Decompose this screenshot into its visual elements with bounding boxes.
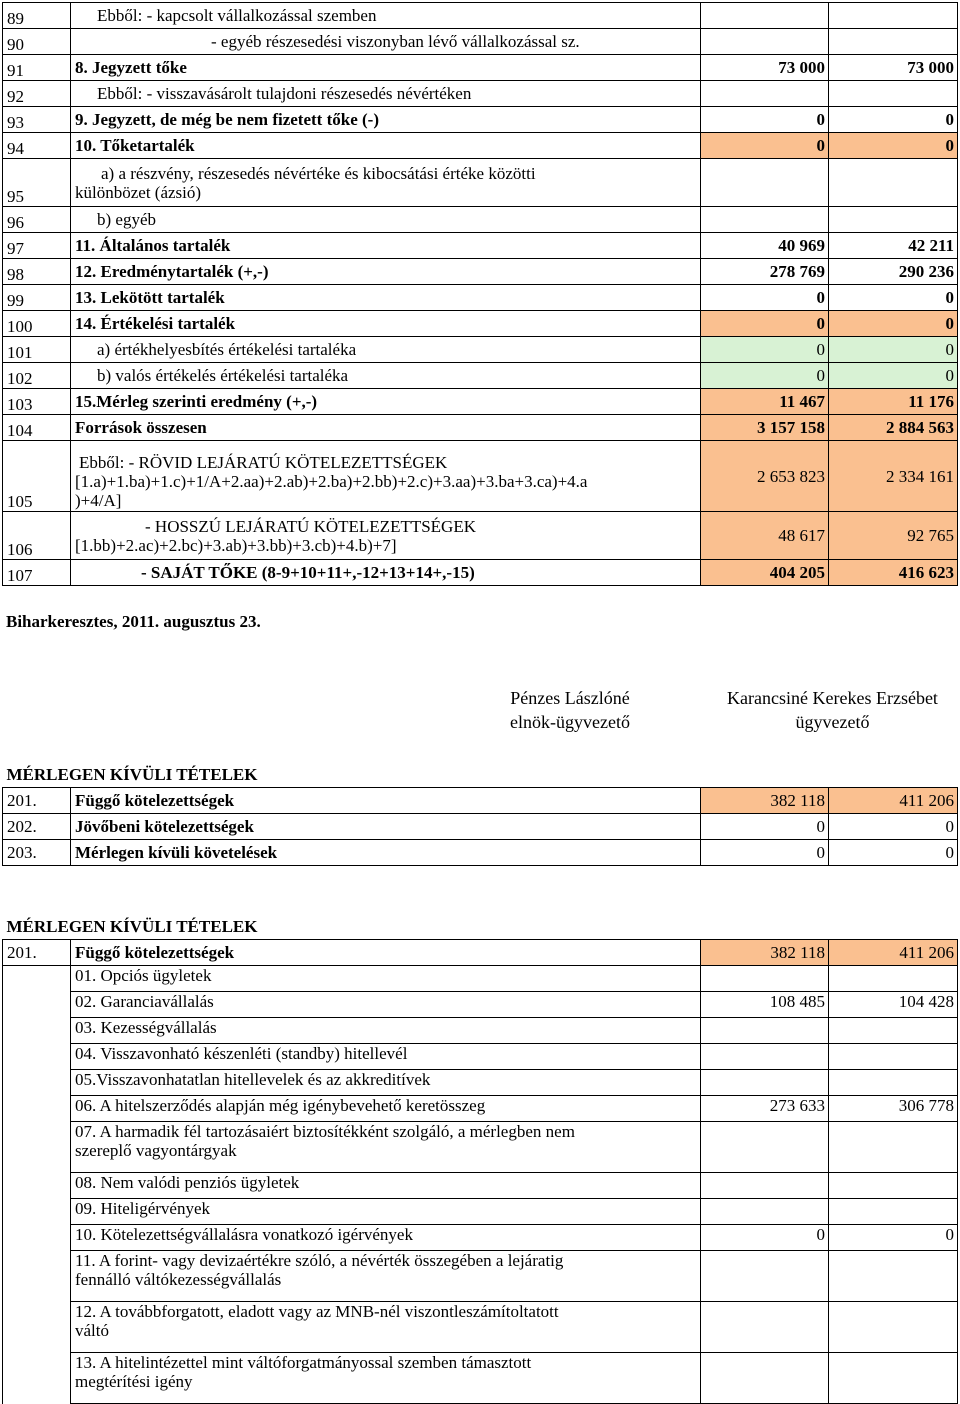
row-number: 104 bbox=[3, 415, 71, 441]
row-label bbox=[71, 992, 701, 1018]
value-prev-year bbox=[701, 1122, 829, 1173]
value-prev-year: 273 633 bbox=[701, 1096, 829, 1122]
row-label: 10. Tőketartalék bbox=[71, 133, 701, 159]
value-current-year: 411 206 bbox=[829, 788, 958, 814]
row-number: 99 bbox=[3, 285, 71, 311]
row-label: Ebből: - kapcsolt vállalkozással szemben bbox=[71, 3, 701, 29]
row-label: 12. Eredménytartalék (+,-) bbox=[71, 259, 701, 285]
signature-chair bbox=[470, 686, 670, 734]
row-label bbox=[71, 1199, 701, 1225]
value-current-year: 0 bbox=[829, 1225, 958, 1251]
value-prev-year: 278 769 bbox=[701, 259, 829, 285]
table-row bbox=[3, 337, 958, 363]
section-heading: MÉRLEGEN KÍVÜLI TÉTELEK bbox=[3, 762, 958, 788]
row-number-empty bbox=[3, 1044, 71, 1070]
table-row bbox=[3, 1199, 958, 1225]
value-prev-year: 0 bbox=[701, 814, 829, 840]
value-current-year bbox=[829, 1122, 958, 1173]
row-number: 96 bbox=[3, 207, 71, 233]
section-heading: MÉRLEGEN KÍVÜLI TÉTELEK bbox=[3, 914, 958, 940]
row-label: 9. Jegyzett, de még be nem fizetett tőke (-) bbox=[71, 107, 701, 133]
row-number: 202. bbox=[3, 814, 71, 840]
row-number-empty bbox=[3, 1251, 71, 1302]
row-label-line: különbözet (ázsió) bbox=[75, 182, 202, 202]
row-label: Források összesen bbox=[71, 415, 701, 441]
row-label: 14. Értékelési tartalék bbox=[71, 311, 701, 337]
table-row bbox=[3, 389, 958, 415]
row-label-line: 07. A harmadik fél tartozásaiért biztosítékként szolgáló, a mérlegben nem bbox=[75, 1122, 575, 1141]
row-label-line: 11. A forint- vagy devizaértékre szóló, a névérték összegében a lejáratig bbox=[75, 1251, 564, 1270]
value-current-year bbox=[829, 81, 958, 107]
row-label bbox=[71, 159, 701, 207]
row-label-line: fennálló váltókezességvállalás bbox=[75, 1270, 282, 1289]
row-number: 97 bbox=[3, 233, 71, 259]
value-prev-year bbox=[701, 1199, 829, 1225]
value-current-year: 0 bbox=[829, 363, 958, 389]
table-row bbox=[3, 1251, 958, 1302]
row-label: Függő kötelezettségek bbox=[71, 788, 701, 814]
row-label: - SAJÁT TŐKE (8-9+10+11+,-12+13+14+,-15) bbox=[71, 560, 701, 586]
row-label-line: 02. Garanciavállalás bbox=[75, 992, 214, 1011]
row-label bbox=[71, 512, 701, 560]
value-current-year: 0 bbox=[829, 337, 958, 363]
value-prev-year bbox=[701, 966, 829, 992]
row-label bbox=[71, 1070, 701, 1096]
row-label: b) egyéb bbox=[71, 207, 701, 233]
row-number-empty bbox=[3, 1070, 71, 1096]
row-number: 93 bbox=[3, 107, 71, 133]
value-prev-year bbox=[701, 1251, 829, 1302]
table-row bbox=[3, 107, 958, 133]
value-current-year bbox=[829, 1173, 958, 1199]
row-label bbox=[71, 1018, 701, 1044]
row-label-line: 10. Kötelezettségvállalásra vonatkozó igérvények bbox=[75, 1225, 413, 1244]
value-current-year bbox=[829, 1302, 958, 1353]
value-prev-year: 382 118 bbox=[701, 940, 829, 966]
table-row bbox=[3, 788, 958, 814]
off-balance-summary-table bbox=[2, 762, 958, 866]
row-label bbox=[71, 441, 701, 512]
row-number: 90 bbox=[3, 29, 71, 55]
row-number: 100 bbox=[3, 311, 71, 337]
value-prev-year: 0 bbox=[701, 133, 829, 159]
value-prev-year bbox=[701, 3, 829, 29]
table-row bbox=[3, 1353, 958, 1404]
value-current-year bbox=[829, 159, 958, 207]
value-prev-year bbox=[701, 1018, 829, 1044]
value-current-year: 2 884 563 bbox=[829, 415, 958, 441]
value-current-year bbox=[829, 1353, 958, 1404]
value-prev-year: 40 969 bbox=[701, 233, 829, 259]
value-prev-year bbox=[701, 207, 829, 233]
row-number: 101 bbox=[3, 337, 71, 363]
table-row bbox=[3, 1122, 958, 1173]
row-number-empty bbox=[3, 1173, 71, 1199]
value-prev-year bbox=[701, 1302, 829, 1353]
value-current-year bbox=[829, 1070, 958, 1096]
value-current-year: 290 236 bbox=[829, 259, 958, 285]
value-prev-year bbox=[701, 1044, 829, 1070]
value-prev-year: 0 bbox=[701, 107, 829, 133]
table-row bbox=[3, 1070, 958, 1096]
signatory-role: ügyvezető bbox=[795, 712, 870, 732]
value-current-year: 42 211 bbox=[829, 233, 958, 259]
table-row bbox=[3, 1096, 958, 1122]
value-current-year: 104 428 bbox=[829, 992, 958, 1018]
table-row bbox=[3, 1018, 958, 1044]
value-prev-year: 0 bbox=[701, 337, 829, 363]
value-current-year: 416 623 bbox=[829, 560, 958, 586]
row-label bbox=[71, 1225, 701, 1251]
value-prev-year: 382 118 bbox=[701, 788, 829, 814]
table-row bbox=[3, 311, 958, 337]
value-prev-year bbox=[701, 1353, 829, 1404]
value-current-year bbox=[829, 3, 958, 29]
liabilities-table bbox=[2, 2, 958, 586]
table-row bbox=[3, 207, 958, 233]
row-label-line: 08. Nem valódi penziós ügyletek bbox=[75, 1173, 300, 1192]
row-number-empty bbox=[3, 1199, 71, 1225]
value-current-year bbox=[829, 1044, 958, 1070]
value-prev-year bbox=[701, 1070, 829, 1096]
row-label-line: váltó bbox=[75, 1321, 109, 1340]
value-current-year: 0 bbox=[829, 133, 958, 159]
value-prev-year: 11 467 bbox=[701, 389, 829, 415]
row-label-line: - HOSSZÚ LEJÁRATÚ KÖTELEZETTSÉGEK bbox=[145, 516, 476, 536]
row-number: 105 bbox=[3, 441, 71, 512]
value-current-year: 0 bbox=[829, 814, 958, 840]
row-label bbox=[71, 1353, 701, 1404]
table-row bbox=[3, 560, 958, 586]
table-row bbox=[3, 55, 958, 81]
value-prev-year bbox=[701, 81, 829, 107]
value-current-year bbox=[829, 29, 958, 55]
row-label: - egyéb részesedési viszonyban lévő vállalkozással sz. bbox=[71, 29, 701, 55]
row-label bbox=[71, 1251, 701, 1302]
row-label-line: 06. A hitelszerződés alapján még igénybevehető keretösszeg bbox=[75, 1096, 486, 1115]
off-balance-detail-table bbox=[2, 914, 958, 1404]
row-label: a) értékhelyesbítés értékelési tartaléka bbox=[71, 337, 701, 363]
row-label-line: )+4/A] bbox=[75, 491, 122, 510]
value-current-year: 11 176 bbox=[829, 389, 958, 415]
row-number: 91 bbox=[3, 55, 71, 81]
row-label-line: 01. Opciós ügyletek bbox=[75, 966, 212, 985]
row-label-line: 12. A továbbforgatott, eladott vagy az MNB-nél viszontleszámítoltatott bbox=[75, 1302, 559, 1321]
value-prev-year: 73 000 bbox=[701, 55, 829, 81]
row-label: Ebből: - visszavásárolt tulajdoni részesedés névértéken bbox=[71, 81, 701, 107]
row-label: Függő kötelezettségek bbox=[71, 940, 701, 966]
row-label bbox=[71, 1173, 701, 1199]
table-row bbox=[3, 285, 958, 311]
value-current-year: 0 bbox=[829, 107, 958, 133]
row-number: 95 bbox=[3, 159, 71, 207]
value-current-year bbox=[829, 1199, 958, 1225]
row-number: 102 bbox=[3, 363, 71, 389]
value-current-year: 0 bbox=[829, 311, 958, 337]
row-label bbox=[71, 966, 701, 992]
table-row bbox=[3, 840, 958, 866]
value-prev-year: 0 bbox=[701, 840, 829, 866]
value-prev-year: 0 bbox=[701, 311, 829, 337]
table-row bbox=[3, 992, 958, 1018]
value-prev-year bbox=[701, 1173, 829, 1199]
signature-manager bbox=[705, 686, 960, 734]
table-row bbox=[3, 81, 958, 107]
row-label-line: [1.a)+1.ba)+1.c)+1/A+2.aa)+2.ab)+2.ba)+2.bb)+2.c)+3.aa)+3.ba+3.ca)+4.a bbox=[75, 472, 588, 491]
row-number-empty bbox=[3, 1225, 71, 1251]
value-prev-year: 0 bbox=[701, 1225, 829, 1251]
table-row bbox=[3, 363, 958, 389]
row-label-line: 13. A hitelintézettel mint váltóforgatmányossal szemben támasztott bbox=[75, 1353, 532, 1372]
row-label bbox=[71, 1044, 701, 1070]
row-label-line: a) a részvény, részesedés névértéke és kibocsátási értéke közötti bbox=[101, 163, 536, 183]
table-row bbox=[3, 1302, 958, 1353]
row-label: 8. Jegyzett tőke bbox=[71, 55, 701, 81]
value-current-year bbox=[829, 1018, 958, 1044]
table-row bbox=[3, 233, 958, 259]
table-row bbox=[3, 159, 958, 207]
value-prev-year: 48 617 bbox=[701, 512, 829, 560]
table-row bbox=[3, 259, 958, 285]
value-prev-year bbox=[701, 159, 829, 207]
value-current-year bbox=[829, 207, 958, 233]
value-prev-year: 404 205 bbox=[701, 560, 829, 586]
row-number-empty bbox=[3, 1018, 71, 1044]
table-row bbox=[3, 415, 958, 441]
row-label: 11. Általános tartalék bbox=[71, 233, 701, 259]
row-label-line: Ebből: - RÖVID LEJÁRATÚ KÖTELEZETTSÉGEK bbox=[79, 453, 448, 472]
signatory-role: elnök-ügyvezető bbox=[510, 712, 630, 732]
value-prev-year: 0 bbox=[701, 285, 829, 311]
value-prev-year: 0 bbox=[701, 363, 829, 389]
row-label: Mérlegen kívüli követelések bbox=[71, 840, 701, 866]
row-label-line: 09. Hiteligérvények bbox=[75, 1199, 211, 1218]
row-label-line: megtérítési igény bbox=[75, 1372, 193, 1391]
signatory-name: Karancsiné Kerekes Erzsébet bbox=[727, 688, 938, 708]
signatory-name: Pénzes Lászlóné bbox=[510, 688, 630, 708]
row-label-line: 05.Visszavonhatatlan hitellevelek és az akkreditívek bbox=[75, 1070, 431, 1089]
table-row bbox=[3, 1044, 958, 1070]
row-number-empty bbox=[3, 1122, 71, 1173]
row-label-line: 03. Kezességvállalás bbox=[75, 1018, 217, 1037]
row-number: 103 bbox=[3, 389, 71, 415]
row-label-line: 04. Visszavonható készenléti (standby) hitellevél bbox=[75, 1044, 408, 1063]
row-number: 94 bbox=[3, 133, 71, 159]
row-number: 98 bbox=[3, 259, 71, 285]
row-label bbox=[71, 1302, 701, 1353]
row-label bbox=[71, 1122, 701, 1173]
value-current-year bbox=[829, 1251, 958, 1302]
row-number: 201. bbox=[3, 940, 71, 966]
row-number-empty bbox=[3, 1353, 71, 1404]
row-number-empty bbox=[3, 966, 71, 992]
value-prev-year: 2 653 823 bbox=[701, 441, 829, 512]
row-number: 106 bbox=[3, 512, 71, 560]
row-label: b) valós értékelés értékelési tartaléka bbox=[71, 363, 701, 389]
row-label-line: szereplő vagyontárgyak bbox=[75, 1141, 237, 1160]
row-number-empty bbox=[3, 1302, 71, 1353]
row-label: 15.Mérleg szerinti eredmény (+,-) bbox=[71, 389, 701, 415]
row-number-empty bbox=[3, 1096, 71, 1122]
value-current-year: 306 778 bbox=[829, 1096, 958, 1122]
row-number: 92 bbox=[3, 81, 71, 107]
row-number-empty bbox=[3, 992, 71, 1018]
value-current-year: 411 206 bbox=[829, 940, 958, 966]
value-current-year: 0 bbox=[829, 285, 958, 311]
value-current-year: 92 765 bbox=[829, 512, 958, 560]
value-prev-year: 108 485 bbox=[701, 992, 829, 1018]
row-label: 13. Lekötött tartalék bbox=[71, 285, 701, 311]
value-prev-year: 3 157 158 bbox=[701, 415, 829, 441]
table-row bbox=[3, 3, 958, 29]
value-current-year: 2 334 161 bbox=[829, 441, 958, 512]
value-prev-year bbox=[701, 29, 829, 55]
row-number: 203. bbox=[3, 840, 71, 866]
table-row bbox=[3, 1173, 958, 1199]
value-current-year: 73 000 bbox=[829, 55, 958, 81]
value-current-year: 0 bbox=[829, 840, 958, 866]
row-number: 89 bbox=[3, 3, 71, 29]
row-label bbox=[71, 1096, 701, 1122]
row-number: 201. bbox=[3, 788, 71, 814]
table-row bbox=[3, 29, 958, 55]
value-current-year bbox=[829, 966, 958, 992]
place-and-date: Biharkeresztes, 2011. augusztus 23. bbox=[6, 612, 261, 631]
table-row bbox=[3, 441, 958, 512]
row-number: 107 bbox=[3, 560, 71, 586]
table-row bbox=[3, 512, 958, 560]
table-row bbox=[3, 133, 958, 159]
table-row bbox=[3, 966, 958, 992]
row-label-line: [1.bb)+2.ac)+2.bc)+3.ab)+3.bb)+3.cb)+4.b)+7] bbox=[75, 535, 397, 555]
table-row bbox=[3, 814, 958, 840]
table-row bbox=[3, 1225, 958, 1251]
row-label: Jövőbeni kötelezettségek bbox=[71, 814, 701, 840]
